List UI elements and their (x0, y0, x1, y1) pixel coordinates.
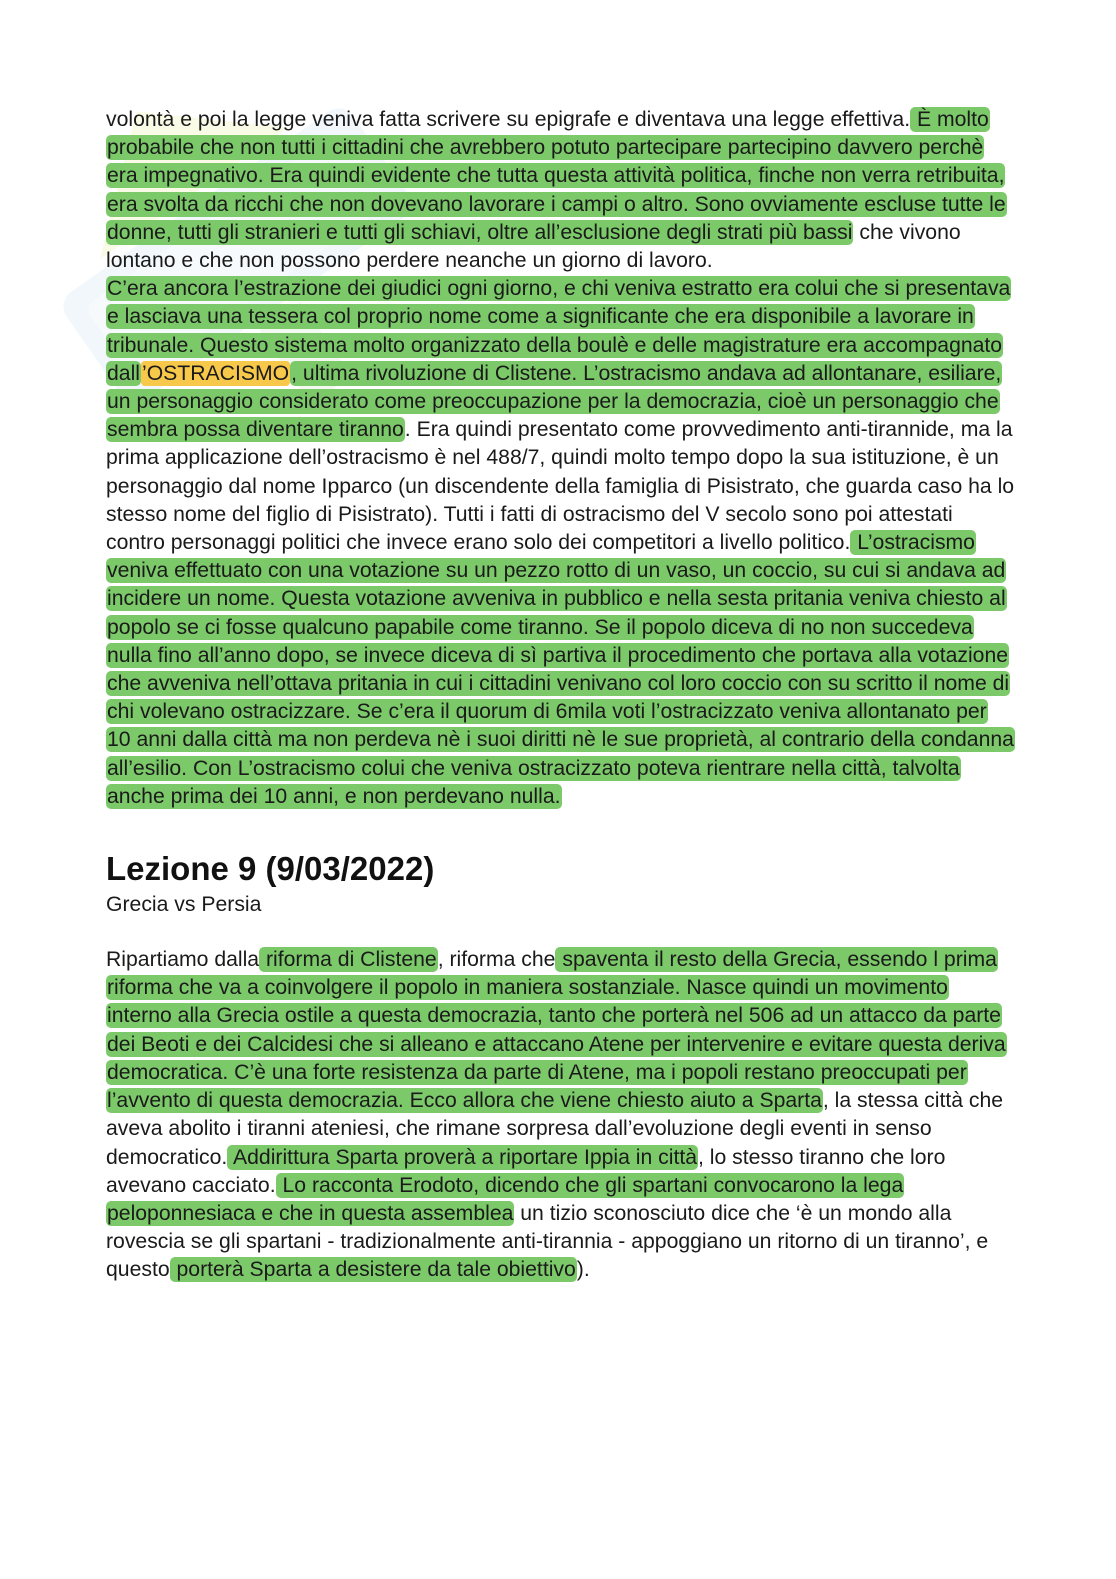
green-highlight: riforma di Clistene (260, 948, 437, 972)
text-run: volontà e poi la legge veniva fatta scrivere su epigrafe e diventava una legge effettiva. (106, 108, 911, 131)
paragraph-clistene-reform (106, 946, 1016, 1284)
lesson-title: Lezione 9 (9/03/2022) (106, 850, 435, 888)
text-run: , lo stesso tiranno che loro avevano cacciato. (106, 1145, 946, 1197)
green-highlight: L’ostracismo veniva effettuato con una votazione su un pezzo rotto di un vaso, un coccio, su cui si andava ad incidere un nome. Questa votazione avveniva in pubblico e nella sesta pritania veniva chiesto al popolo se ci fosse qualcuno papabile come tiranno. Se il popolo diceva di no non succedeva nulla fino all’anno dopo, se invece diceva di sì partiva il procedimento che portava alla votazione che avveniva nell’ottava pritania in cui i cittadini venivano col loro coccio con su scritto il nome di chi volevano ostracizzare. Se c’era il quorum di 6mila voti l’ostracizzato veniva allontanato per 10 anni dalla città ma non perdeva nè i suoi diritti nè le sue proprietà, al contrario della condanna all’esilio. Con L’ostracismo colui che veniva ostracizzato poteva rientrare nella città, talvolta anche prima dei 10 anni, e non perdevano nulla. (107, 531, 1014, 808)
green-highlight: C’era ancora l’estrazione dei giudici ogni giorno, e chi veniva estratto era colui che si presentava e lasciava una tessera col proprio nome come a significante che era disponibile a lavorare in tribunale. Questo sistema molto organizzato della boulè e delle magistrature era accompagnato dall (107, 277, 1011, 385)
green-highlight: Addirittura Sparta proverà a riportare Ippia in città (228, 1145, 698, 1169)
green-highlight: porterà Sparta a desistere da tale obiettivo (170, 1258, 576, 1282)
text-run: . Era quindi presentato come provvedimento anti-tirannide, ma la prima applicazione dell’ostracismo è nel 488/7, quindi molto tempo dopo la sua istituzione, è un personaggio dal nome Ipparco (un discendente della famiglia di Pisistrato, che guarda caso ha lo stesso nome del figlio di Pisistrato). Tutti i fatti di ostracismo del V secolo sono poi attestati contro personaggi politici che invece erano solo dei competitori a livello politico. (106, 418, 1015, 555)
green-highlight: È molto probabile che non tutti i cittadini che avrebbero potuto partecipare partecipino davvero perchè era impegnativo. Era quindi evidente che tutta questa attività politica, finche non verra retribuita, era svolta da ricchi che non dovevano lavorare i campi o altro. Sono ovviamente escluse tutte le donne, tutti gli stranieri e tutti gli schiavi, oltre all’esclusione degli strati più bassi (107, 108, 1006, 244)
green-highlight: , ultima rivoluzione di Clistene. L’ostracismo andava ad allontanare, esiliare, un personaggio considerato come preoccupazione per la democrazia, cioè un personaggio che sembra possa diventare tiranno (107, 361, 1002, 442)
text-run: , la stessa città che aveva abolito i tiranni ateniesi, che rimane sorpresa dall’evoluzione degli eventi in senso democratico. (106, 1089, 1004, 1169)
spacer (106, 919, 1016, 946)
text-run: che vivono lontano e che non possono perdere neanche un giorno di lavoro. (106, 220, 961, 273)
paragraph-ostracism-intro (106, 106, 1016, 275)
yellow-highlight-ostracismo: ’OSTRACISMO (141, 361, 290, 385)
lesson-subtitle: Grecia vs Persia (106, 893, 262, 917)
document-page (106, 106, 1016, 1285)
green-highlight: Lo racconta Erodoto, dicendo che gli spartani convocarono la lega peloponnesiaca e che in questa assemblea (107, 1173, 904, 1225)
green-highlight: spaventa il resto della Grecia, essendo l prima riforma che va a coinvolgere il popolo in maniera sostanziale. Nasce quindi un movimento interno alla Grecia ostile a questa democrazia, tanto che porterà nel 506 ad un attacco da parte dei Beoti e dei Calcidesi che si alleano e attaccano Atene per intervenire e evitare questa deriva democratica. C’è una forte resistenza da parte di Atene, ma i popoli restano preoccupati per l’avvento di questa democrazia. Ecco allora che viene chiesto aiuto a Sparta (107, 948, 1006, 1113)
paragraph-ostracism (106, 275, 1016, 811)
text-run: , riforma che (437, 948, 556, 972)
text-run: un tizio sconosciuto dice che ‘è un mondo alla rovescia se gli spartani - tradizionalmente anti-tirannia - appoggiano un ritorno di un tiranno’, e questo (106, 1201, 989, 1282)
text-run: ). (576, 1258, 590, 1282)
text-run: Ripartiamo dalla (106, 948, 260, 972)
